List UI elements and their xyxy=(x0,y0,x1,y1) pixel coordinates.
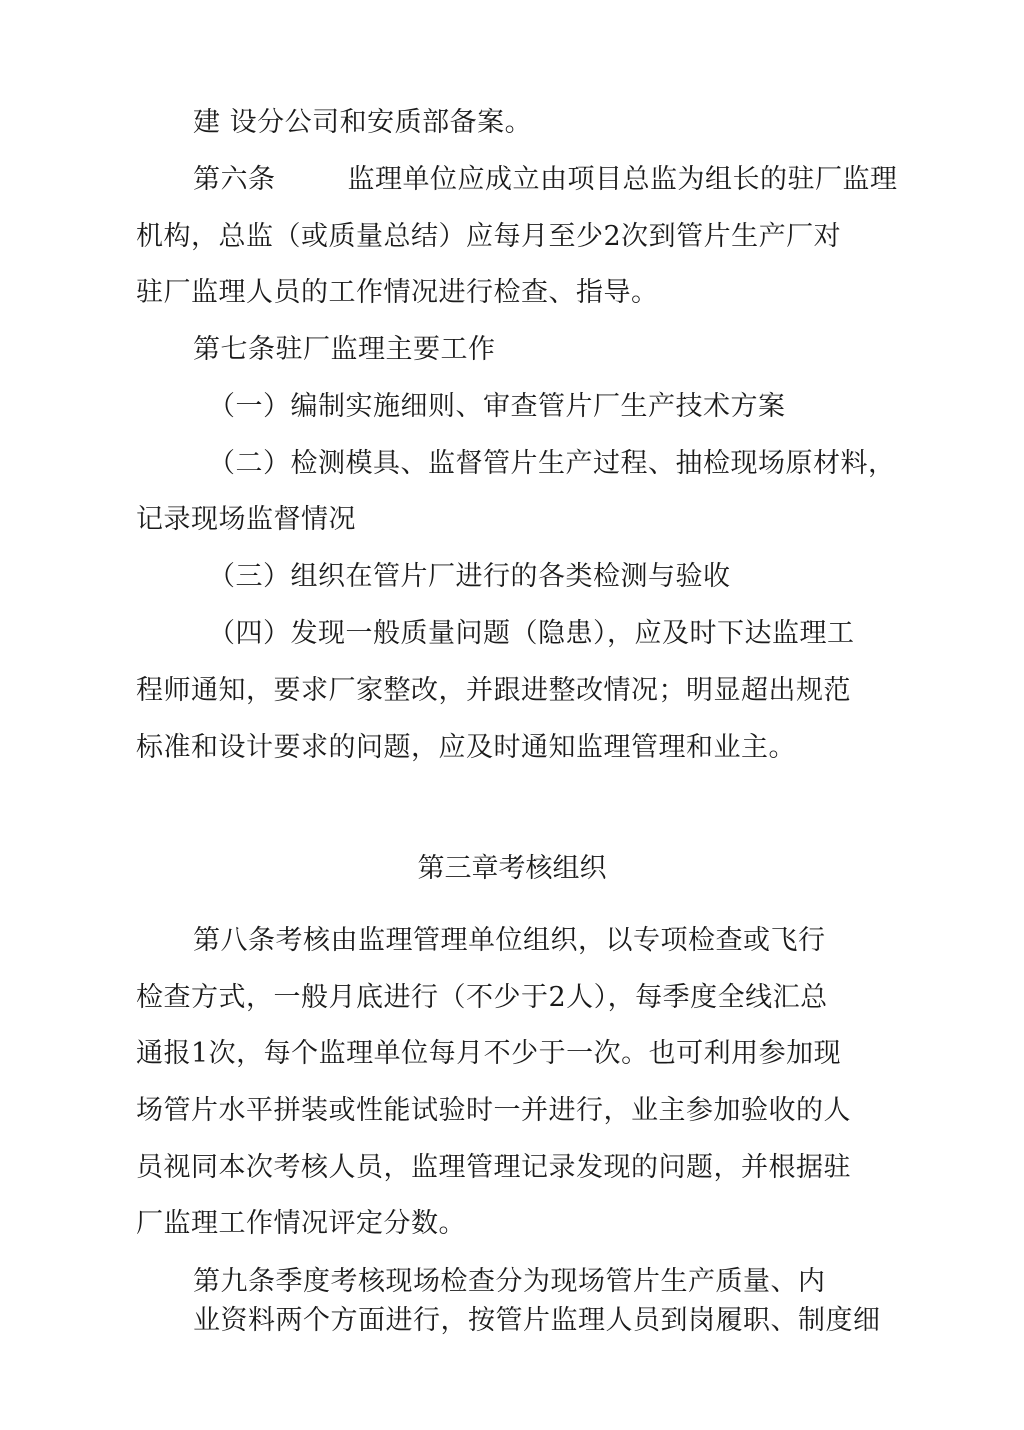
paragraph-line: 标准和设计要求的问题，应及时通知监理管理和业主。 xyxy=(136,732,796,763)
paragraph-line: 场管片水平拼装或性能试验时一并进行，业主参加验收的人 xyxy=(136,1095,851,1126)
list-item: （三）组织在管片厂进行的各类检测与验收 xyxy=(208,561,731,592)
article-6-label: 第六条 xyxy=(193,164,276,195)
article-8-line: 第八条考核由监理管理单位组织，以专项检查或飞行 xyxy=(193,925,826,956)
paragraph-line: 员视同本次考核人员，监理管理记录发现的问题，并根据驻 xyxy=(136,1152,851,1183)
article-9-line: 第九条季度考核现场检查分为现场管片生产质量、内 xyxy=(193,1266,826,1297)
paragraph-line: 机构，总监（或质量总结）应每月至少2次到管片生产厂对 xyxy=(136,221,842,252)
paragraph-line: 通报1次，每个监理单位每月不少于一次。也可利用参加现 xyxy=(136,1038,842,1069)
article-6-line xyxy=(193,163,898,197)
paragraph-line: 检查方式，一般月底进行（不少于2人），每季度全线汇总 xyxy=(136,982,828,1013)
list-item: （一）编制实施细则、审查管片厂生产技术方案 xyxy=(208,391,786,422)
list-item: （四）发现一般质量问题（隐患），应及时下达监理工 xyxy=(208,618,855,649)
paragraph-line: 驻厂监理人员的工作情况进行检查、指导。 xyxy=(136,277,659,308)
article-7-title: 第七条驻厂监理主要工作 xyxy=(193,334,496,365)
chapter-heading: 第三章考核组织 xyxy=(417,853,607,884)
paragraph-line: 记录现场监督情况 xyxy=(136,504,356,535)
paragraph-line: 程师通知，要求厂家整改，并跟进整改情况；明显超出规范 xyxy=(136,675,851,706)
paragraph-line: 厂监理工作情况评定分数。 xyxy=(136,1208,466,1239)
list-item: （二）检测模具、监督管片生产过程、抽检现场原材料， xyxy=(208,448,896,479)
article-6-text: 监理单位应成立由项目总监为组长的驻厂监理 xyxy=(347,164,898,195)
paragraph-line: 建 设分公司和安质部备案。 xyxy=(193,107,533,138)
paragraph-line: 业资料两个方面进行，按管片监理人员到岗履职、制度细 xyxy=(193,1305,881,1336)
